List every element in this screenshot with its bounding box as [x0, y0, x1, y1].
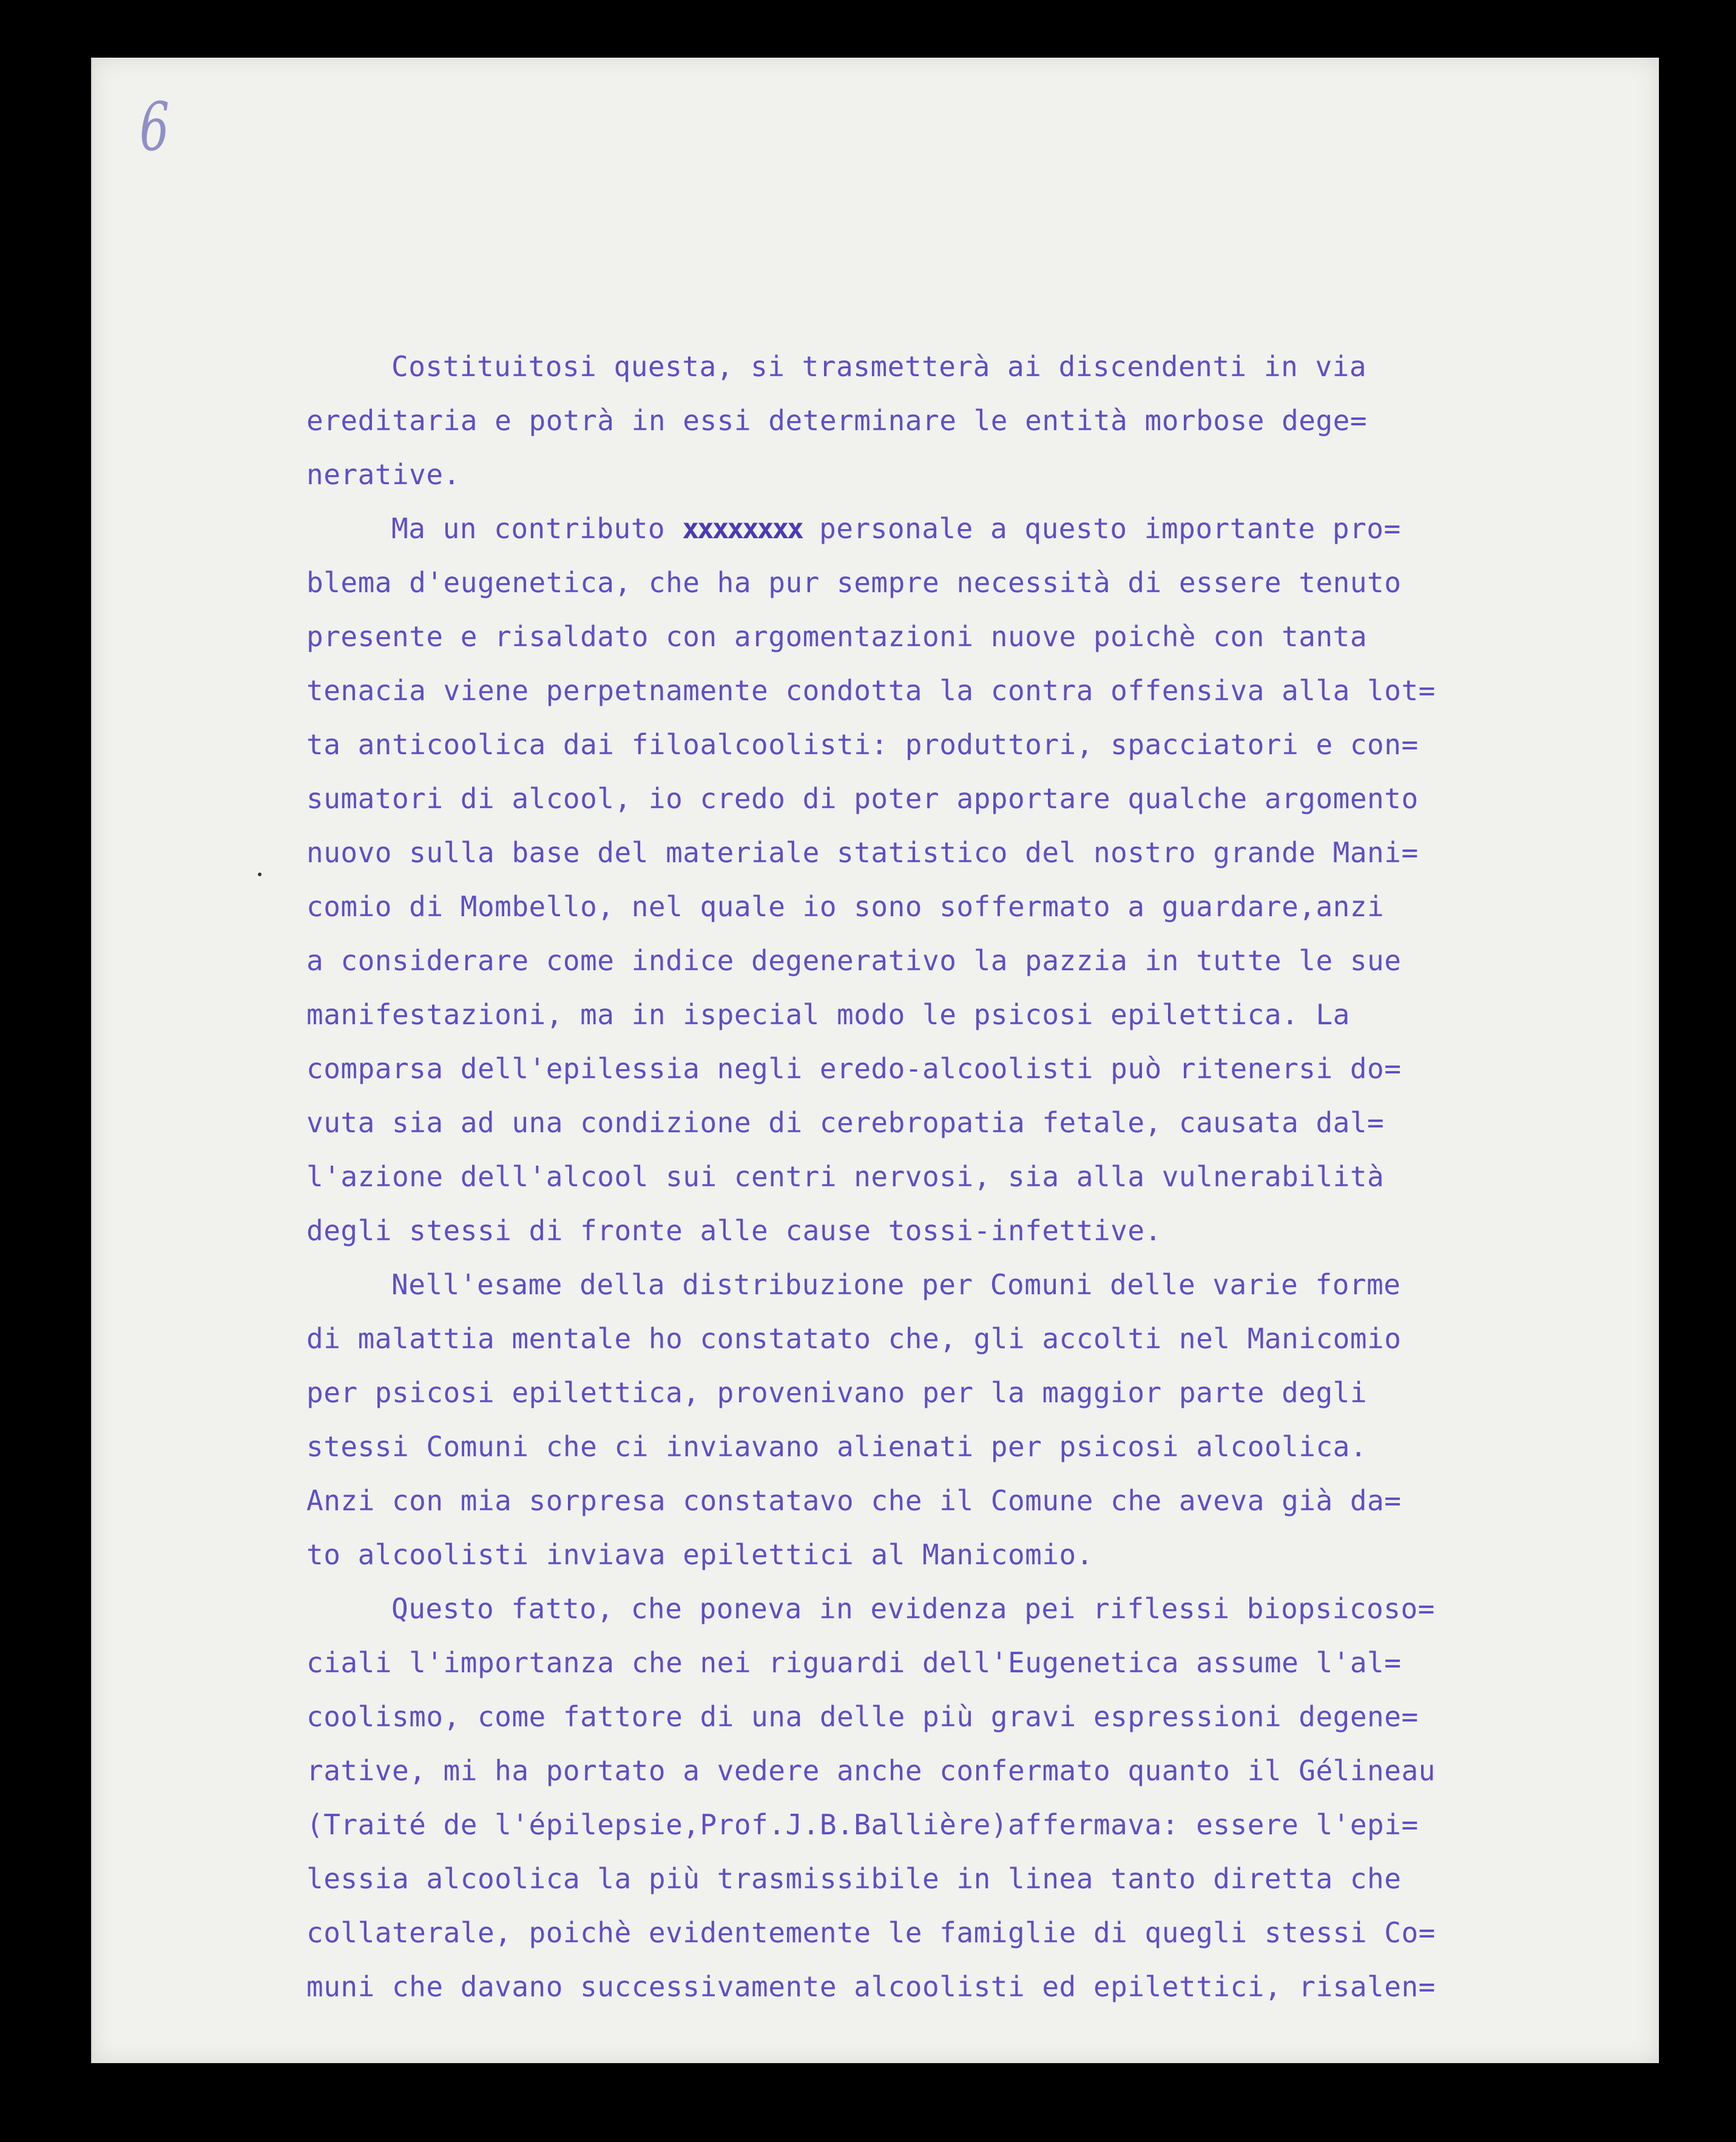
text-line: comparsa dell'epilessia negli eredo-alcoolisti può ritenersi do= [306, 1052, 1402, 1085]
text-line: presente e risaldato con argomentazioni nuove poichè con tanta [306, 620, 1368, 653]
text-line: to alcoolisti inviava epilettici al Manicomio. [306, 1538, 1093, 1571]
text-line: manifestazioni, ma in ispecial modo le psicosi epilettica. La [306, 998, 1350, 1031]
text-line: coolismo, come fattore di una delle più gravi espressioni degene= [306, 1700, 1419, 1733]
ink-speck [258, 873, 262, 876]
text-segment: personale a questo importante pro= [802, 512, 1401, 545]
text-line: ereditaria e potrà in essi determinare le entità morbose dege= [306, 404, 1368, 437]
text-line: blema d'eugenetica, che ha pur sempre necessità di essere tenuto [306, 566, 1402, 599]
text-line: vuta sia ad una condizione di cerebropatia fetale, causata dal= [306, 1106, 1385, 1139]
text-line: nuovo sulla base del materiale statistico del nostro grande Mani= [306, 836, 1419, 869]
text-line: Anzi con mia sorpresa constatavo che il Comune che aveva già da= [306, 1484, 1402, 1517]
text-line: Questo fatto, che poneva in evidenza pei riflessi biopsicoso= [391, 1592, 1435, 1625]
text-line: ciali l'importanza che nei riguardi dell'Eugenetica assume l'al= [306, 1646, 1402, 1679]
text-line: sumatori di alcool, io credo di poter apportare qualche argomento [306, 782, 1419, 815]
text-line: l'azione dell'alcool sui centri nervosi, sia alla vulnerabilità [306, 1160, 1385, 1193]
text-line: lessia alcoolica la più trasmissibile in linea tanto diretta che [306, 1862, 1402, 1895]
text-line: muni che davano successivamente alcoolisti ed epilettici, risalen= [306, 1970, 1436, 2003]
typewritten-body [306, 340, 1678, 2014]
text-line: rative, mi ha portato a vedere anche confermato quanto il Gélineau [306, 1754, 1436, 1787]
text-line: degli stessi di fronte alle cause tossi-infettive. [306, 1214, 1162, 1247]
text-line: comio di Mombello, nel quale io sono soffermato a guardare,anzi [306, 890, 1385, 923]
text-line: a considerare come indice degenerativo la pazzia in tutte le sue [306, 944, 1402, 977]
text-line [306, 502, 1678, 556]
text-line: collaterale, poichè evidentemente le famiglie di quegli stessi Co= [306, 1916, 1436, 1949]
struck-out-word: xxxxxxxx [682, 512, 802, 545]
text-segment: Ma un contributo [391, 512, 683, 545]
text-line: ta anticoolica dai filoalcoolisti: produttori, spacciatori e con= [306, 728, 1419, 761]
text-line: per psicosi epilettica, provenivano per la maggior parte degli [306, 1376, 1368, 1409]
text-line: Costituitosi questa, si trasmetterà ai discendenti in via [391, 350, 1367, 383]
page-number: 6 [140, 88, 169, 166]
text-line: nerative. [306, 458, 461, 491]
text-line: stessi Comuni che ci inviavano alienati per psicosi alcoolica. [306, 1430, 1368, 1463]
text-line: Nell'esame della distribuzione per Comuni delle varie forme [391, 1268, 1401, 1301]
text-line: di malattia mentale ho constatato che, gli accolti nel Manicomio [306, 1322, 1402, 1355]
text-line: (Traité de l'épilepsie,Prof.J.B.Ballière)affermava: essere l'epi= [306, 1808, 1419, 1841]
text-line: tenacia viene perpetnamente condotta la contra offensiva alla lot= [306, 674, 1436, 707]
